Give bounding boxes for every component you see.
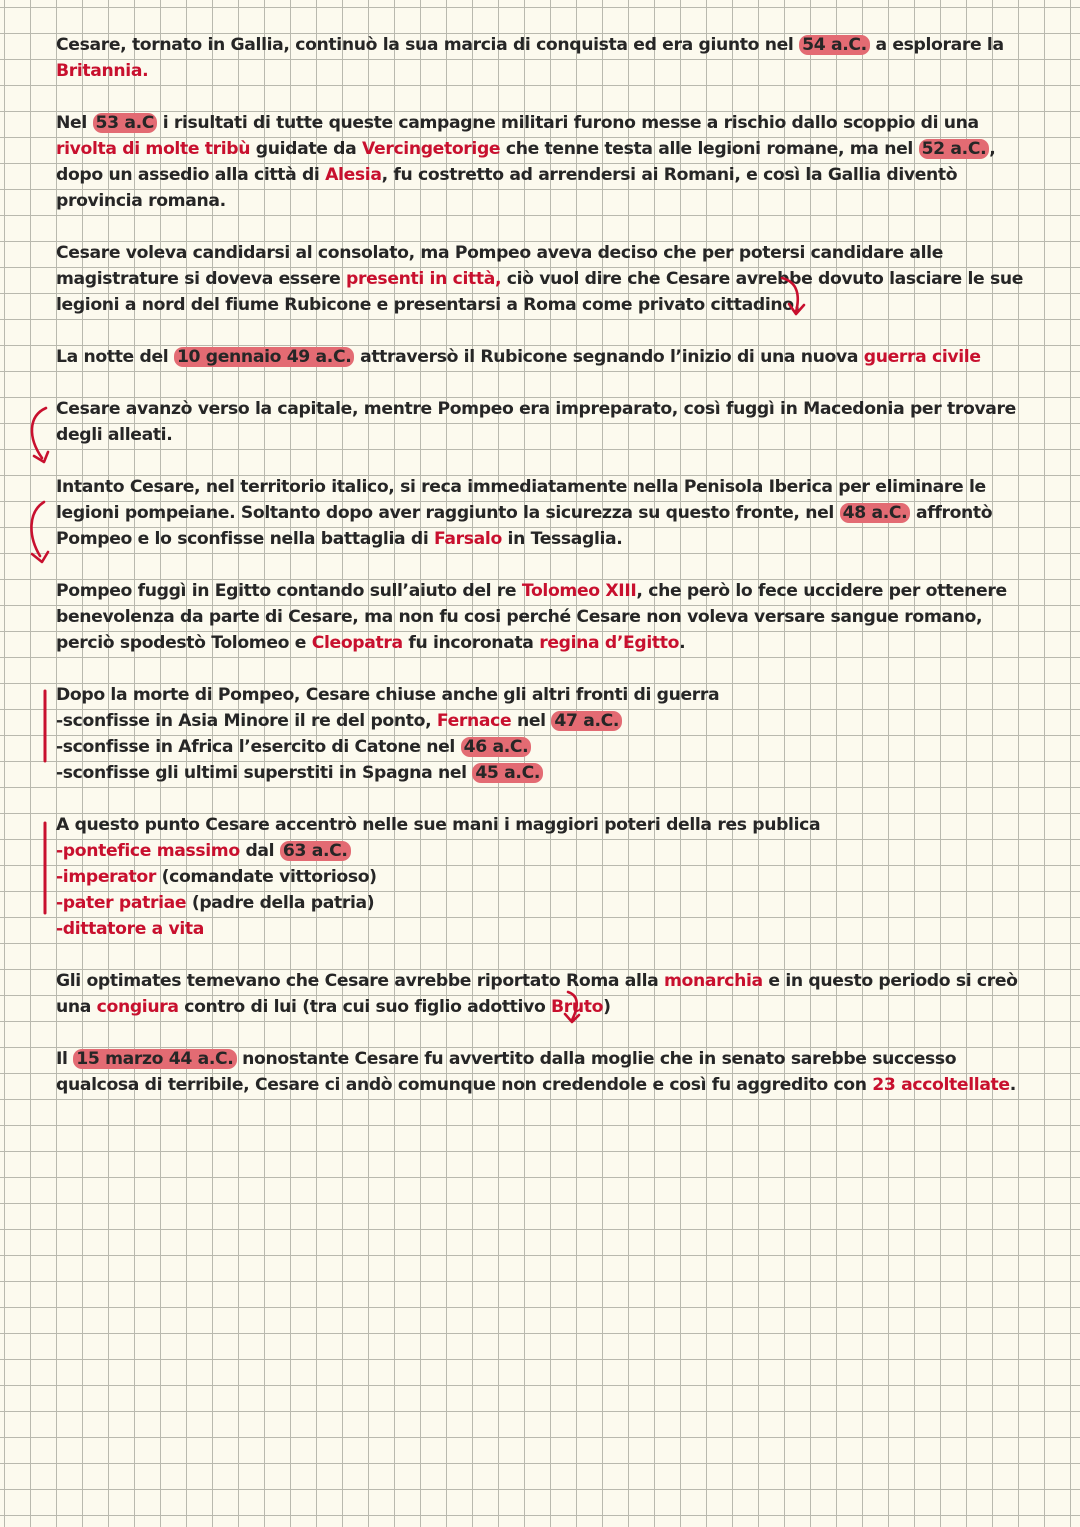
text: -sconfisse in Africa l’esercito di Catone nel [56,737,461,757]
text: . [1009,1075,1016,1095]
date-highlight: 47 a.C. [551,711,622,731]
notes-page [56,32,1026,1124]
date-highlight: 46 a.C. [461,737,532,757]
paragraph-poteri [56,812,1026,942]
keyword: congiura [96,997,179,1017]
date-highlight: 10 gennaio 49 a.C. [174,347,355,367]
list-intro: Dopo la morte di Pompeo, Cesare chiuse anche gli altri fronti di guerra [56,685,720,705]
date-highlight: 52 a.C. [919,139,990,159]
paragraph-rivolta [56,110,1026,214]
text: (padre della patria) [186,893,375,913]
keyword: -pater patriae [56,893,187,913]
text: ) [603,997,611,1017]
keyword: rivolta di molte tribù [56,139,251,159]
curved-arrow-icon [22,496,62,568]
list-item [56,916,1026,942]
text: dal [239,841,280,861]
paragraph-rubicone [56,344,1026,370]
list-item [56,734,1026,760]
keyword: Farsalo [434,529,502,549]
text: a esplorare la [869,35,1004,55]
text: Gli optimates temevano che Cesare avrebbe riportato Roma alla [56,971,664,991]
text: Nel [56,113,93,133]
arrow-down-icon [770,272,820,320]
text: in Tessaglia. [501,529,623,549]
paragraph-farsalo [56,474,1026,552]
text: contro di lui (tra cui suo figlio adottivo [178,997,552,1017]
keyword: presenti in città, [346,269,502,289]
keyword: Vercingetorige [362,139,501,159]
keyword: Britannia. [56,61,149,81]
date-highlight: 63 a.C. [280,841,351,861]
list-item [56,864,1026,890]
text: -sconfisse gli ultimi superstiti in Spagna nel [56,763,473,783]
date-highlight: 45 a.C. [472,763,543,783]
keyword: Cleopatra [311,633,403,653]
text: , fu costretto ad arrendersi ai Romani, e così la Gallia diventò provincia romana. [56,165,958,211]
date-highlight: 15 marzo 44 a.C. [73,1049,236,1069]
paragraph-consolato [56,240,1026,318]
date-highlight: 53 a.C [93,113,158,133]
paragraph-macedonia [56,396,1026,448]
keyword: Bruto [551,997,604,1017]
keyword: Fernace [436,711,512,731]
keyword: 23 accoltellate [872,1075,1010,1095]
text: Cesare voleva candidarsi al consolato, ma Pompeo aveva deciso che per potersi candidare alle magistrature si doveva essere [56,243,944,289]
text: guidate da [250,139,362,159]
text: Il [56,1049,74,1069]
text: (comandate vittorioso) [155,867,377,887]
text: . [679,633,686,653]
bracket-line [40,820,54,916]
text: nonostante Cesare fu avvertito dalla moglie che in senato sarebbe successo qualcosa di terribile, Cesare ci andò comunque non credendole e così fu aggredito con [56,1049,957,1095]
curved-arrow-icon [22,402,62,468]
text: nel [511,711,552,731]
date-highlight: 54 a.C. [799,35,870,55]
keyword: -dittatore a vita [56,919,205,939]
list-item [56,708,1026,734]
list-intro: A questo punto Cesare accentrò nelle sue mani i maggiori poteri della res publica [56,815,821,835]
text: -sconfisse in Asia Minore il re del ponto, [56,711,437,731]
text: attraversò il Rubicone segnando l’inizio di una nuova [354,347,864,367]
text: , dopo un assedio alla città di [56,139,996,185]
keyword: regina d’Egitto [539,633,680,653]
keyword: Tolomeo XIII [521,581,637,601]
keyword: -pontefice massimo [56,841,240,861]
paragraph-congiura [56,968,1026,1020]
text: fu incoronata [402,633,540,653]
list-item [56,890,1026,916]
text: Cesare avanzò verso la capitale, mentre Pompeo era impreparato, così fuggì in Macedonia per trovare degli alleati. [56,399,1016,445]
text: Intanto Cesare, nel territorio italico, si reca immediatamente nella Penisola Iberica per eliminare le legioni pompeiane. Soltanto dopo aver raggiunto la sicurezza su questo fronte, nel [56,477,986,523]
text: i risultati di tutte queste campagne militari furono messe a rischio dallo scoppio di una [157,113,979,133]
text: La notte del [56,347,174,367]
text: Pompeo fuggì in Egitto contando sull’aiuto del re [56,581,522,601]
paragraph-egitto [56,578,1026,656]
arrow-down-icon [552,988,592,1028]
list-item [56,760,1026,786]
list-item [56,838,1026,864]
text: e in questo periodo si creò una [56,971,1018,1017]
bracket-line [40,688,54,764]
keyword: Alesia [325,165,382,185]
text: , che però lo fece uccidere per ottenere benevolenza da parte di Cesare, ma non fu cosi perché Cesare non voleva versare sangue romano, perciò spodestò Tolomeo e [56,581,1007,653]
text: Cesare, tornato in Gallia, continuò la sua marcia di conquista ed era giunto nel [56,35,800,55]
paragraph-gallia [56,32,1026,84]
paragraph-fronti-guerra [56,682,1026,786]
keyword: monarchia [664,971,763,991]
text: che tenne testa alle legioni romane, ma nel [500,139,919,159]
keyword: guerra civile [863,347,981,367]
keyword: -imperator [56,867,156,887]
text: ciò vuol dire che Cesare avrebbe dovuto lasciare le sue legioni a nord del fiume Rubicone e presentarsi a Roma come privato cittadino. [56,269,1024,315]
paragraph-idi-marzo [56,1046,1026,1098]
text: affrontò Pompeo e lo sconfisse nella battaglia di [56,503,993,549]
date-highlight: 48 a.C. [840,503,911,523]
